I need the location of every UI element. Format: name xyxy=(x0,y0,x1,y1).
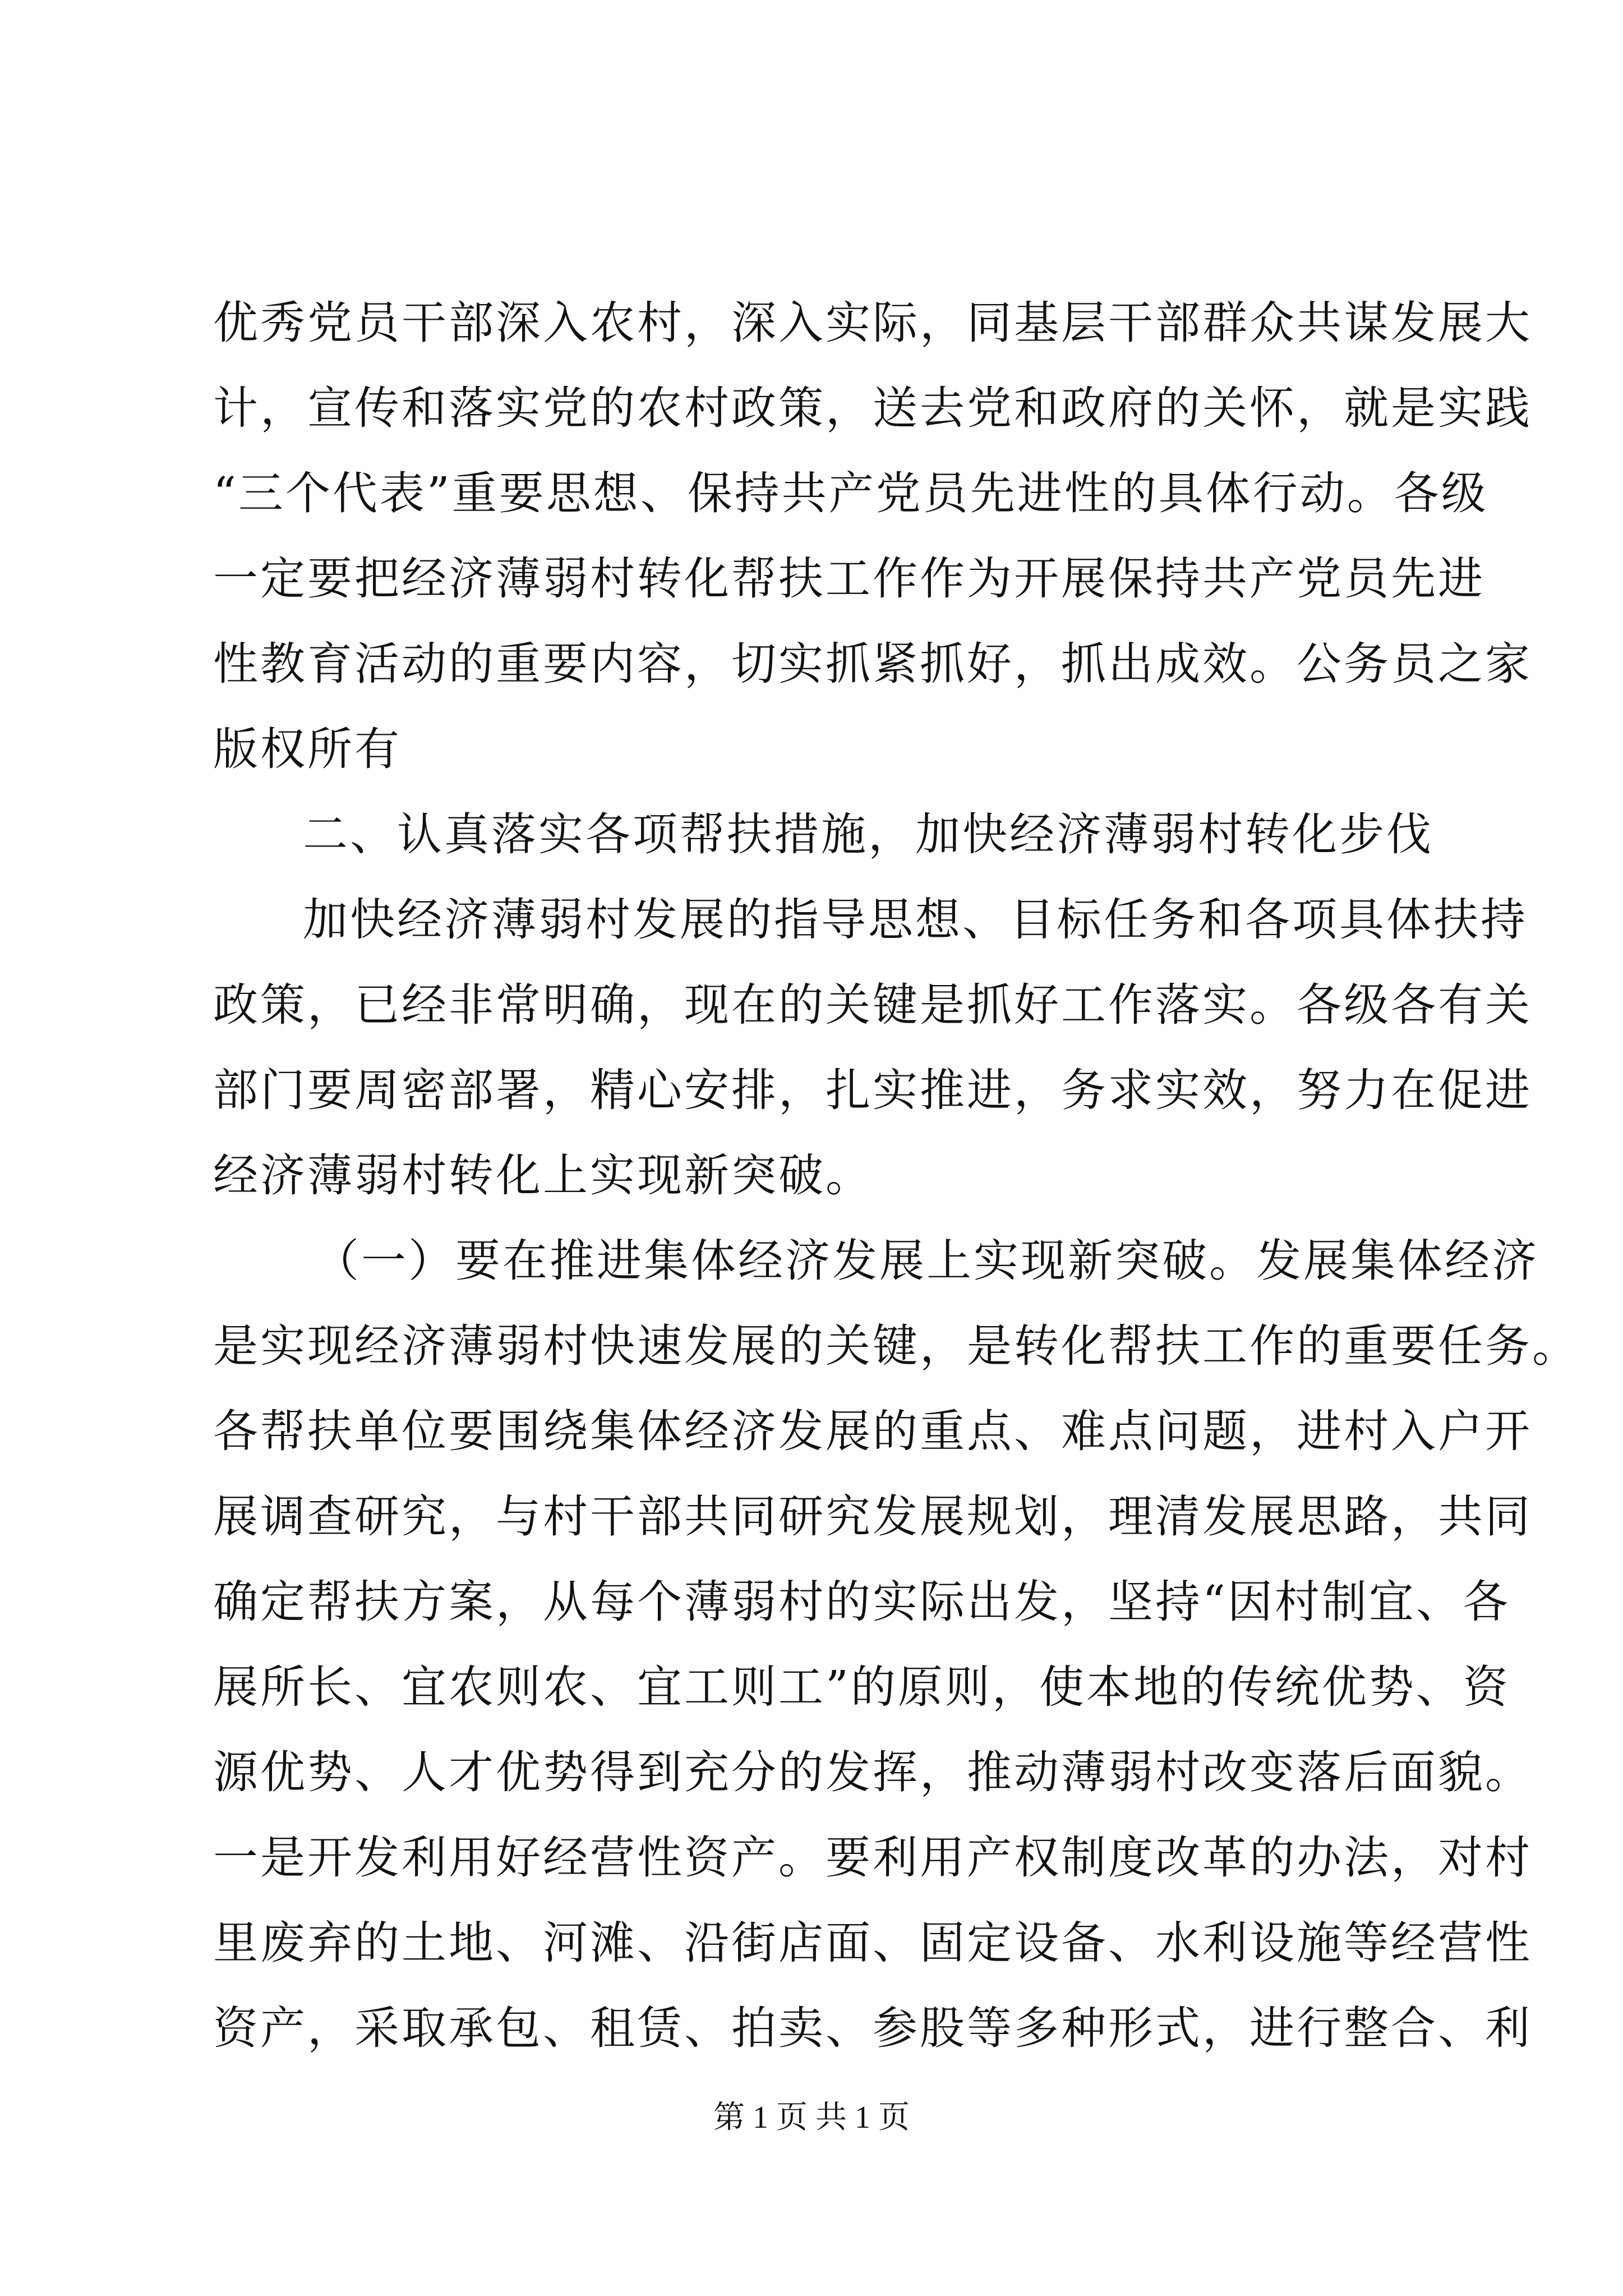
body-line: 计，宣传和落实党的农村政策，送去党和政府的关怀，就是实践 xyxy=(213,382,1532,434)
body-line: 展调查研究，与村干部共同研究发展规划，理清发展思路，共同 xyxy=(213,1490,1532,1543)
body-line: 是实现经济薄弱村快速发展的关键，是转化帮扶工作的重要任务。 xyxy=(213,1320,1579,1372)
page-footer: 第 1 页 共 1 页 xyxy=(713,2100,910,2135)
body-line: 部门要周密部署，精心安排，扎实推进，务求实效，努力在促进 xyxy=(213,1064,1532,1116)
body-line: 各帮扶单位要围绕集体经济发展的重点、难点问题，进村入户开 xyxy=(213,1405,1532,1457)
subsection-line: （一）要在推进集体经济发展上实现新突破。发展集体经济 xyxy=(314,1235,1539,1287)
body-line: 资产，采取承包、租赁、拍卖、参股等多种形式，进行整合、利 xyxy=(213,2002,1532,2054)
body-line: 展所长、宜农则农、宜工则工”的原则，使本地的传统优势、资 xyxy=(213,1661,1510,1713)
document-body xyxy=(213,280,1579,2071)
body-line: “三个代表”重要思想、保持共产党员先进性的具体行动。各级 xyxy=(213,467,1488,519)
body-line: 里废弃的土地、河滩、沿街店面、固定设备、水利设施等经营性 xyxy=(213,1917,1532,1969)
body-line: 优秀党员干部深入农村，深入实际，同基层干部群众共谋发展大 xyxy=(213,297,1532,349)
section-heading: 二、认真落实各项帮扶措施，加快经济薄弱村转化步伐 xyxy=(303,808,1433,861)
body-line: 政策，已经非常明确，现在的关键是抓好工作落实。各级各有关 xyxy=(213,979,1532,1031)
body-line: 一定要把经济薄弱村转化帮扶工作作为开展保持共产党员先进 xyxy=(213,553,1485,605)
body-line: 性教育活动的重要内容，切实抓紧抓好，抓出成效。公务员之家 xyxy=(213,638,1532,690)
body-line: 确定帮扶方案，从每个薄弱村的实际出发，坚持“因村制宜、各 xyxy=(213,1576,1510,1628)
body-line: 经济薄弱村转化上实现新突破。 xyxy=(213,1149,873,1202)
body-line: 一是开发利用好经营性资产。要利用产权制度改革的办法，对村 xyxy=(213,1832,1532,1884)
body-line: 加快经济薄弱村发展的指导思想、目标任务和各项具体扶持 xyxy=(303,894,1528,946)
body-line: 版权所有 xyxy=(213,723,402,775)
body-line: 源优势、人才优势得到充分的发挥，推动薄弱村改变落后面貌。 xyxy=(213,1746,1532,1798)
